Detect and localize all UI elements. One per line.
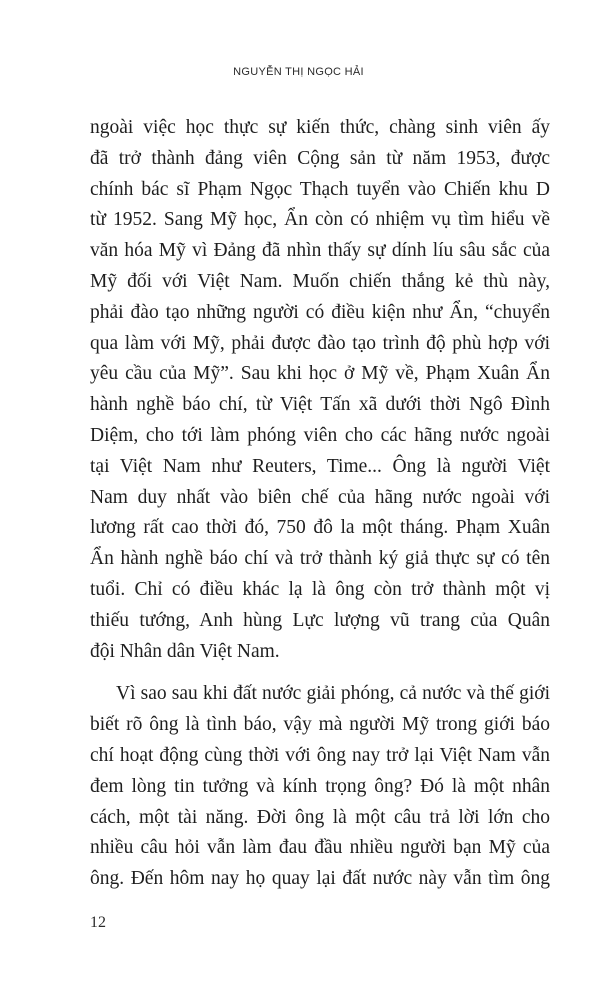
text-line: ông. Đến hôm nay họ quay lại đất nước này vẫn tìm ông: [90, 868, 550, 890]
text-line: nhiều câu hỏi vẫn làm đau đầu nhiều người bạn Mỹ của: [90, 837, 550, 859]
text-line: lương rất cao thời đó, 750 đô la một tháng. Phạm Xuân: [90, 517, 550, 539]
paragraph: [90, 113, 550, 667]
text-line: Ẩn hành nghề báo chí và trở thành ký giả thực sự có tên: [90, 548, 550, 570]
text-line: qua làm với Mỹ, phải được đào tạo trình độ phù hợp với: [90, 332, 550, 354]
text-line: đã trở thành đảng viên Cộng sản từ năm 1953, được: [90, 147, 550, 169]
text-line: Mỹ đối với Việt Nam. Muốn chiến thắng kẻ thù này,: [90, 270, 550, 292]
text-line: tại Việt Nam như Reuters, Time... Ông là người Việt: [90, 455, 550, 477]
text-line: đem lòng tin tưởng và kính trọng ông? Đó là một nhân: [90, 775, 550, 797]
text-line: biết rõ ông là tình báo, vậy mà người Mỹ trong giới báo: [90, 714, 550, 736]
text-line: thiếu tướng, Anh hùng Lực lượng vũ trang của Quân: [90, 609, 550, 631]
paragraph: [90, 679, 550, 895]
text-line: văn hóa Mỹ vì Đảng đã nhìn thấy sự dính líu sâu sắc của: [90, 240, 550, 262]
page-number: 12: [90, 914, 106, 931]
running-header: NGUYỄN THỊ NGỌC HẢI: [233, 66, 364, 78]
text-line: Diệm, cho tới làm phóng viên cho các hãng nước ngoài: [90, 424, 550, 446]
paragraph-gap: [90, 667, 550, 679]
text-line: Nam duy nhất vào biên chế của hãng nước ngoài với: [90, 486, 550, 508]
text-line: yêu cầu của Mỹ”. Sau khi học ở Mỹ về, Phạm Xuân Ẩn: [90, 363, 550, 385]
text-line: chính bác sĩ Phạm Ngọc Thạch tuyển vào Chiến khu D: [90, 178, 550, 200]
text-line: ngoài việc học thực sự kiến thức, chàng sinh viên ấy: [90, 117, 550, 138]
text-line: hành nghề báo chí, từ Việt Tấn xã dưới thời Ngô Đình: [90, 394, 550, 416]
text-line: đội Nhân dân Việt Nam.: [90, 640, 280, 662]
text-line: từ 1952. Sang Mỹ học, Ẩn còn có nhiệm vụ tìm hiểu về: [90, 209, 550, 231]
text-line: phải đào tạo những người có điều kiện như Ẩn, “chuyển: [90, 301, 550, 323]
body-text: [90, 113, 550, 895]
text-line: cách, một tài năng. Đời ông là một câu trả lời lớn cho: [90, 806, 550, 828]
text-line: tuổi. Chỉ có điều khác lạ là ông còn trở thành một vị: [90, 578, 550, 600]
text-line: Vì sao sau khi đất nước giải phóng, cả nước và thế giới: [116, 683, 550, 705]
text-line: chí hoạt động cùng thời với ông nay trở lại Việt Nam vẫn: [90, 744, 550, 766]
